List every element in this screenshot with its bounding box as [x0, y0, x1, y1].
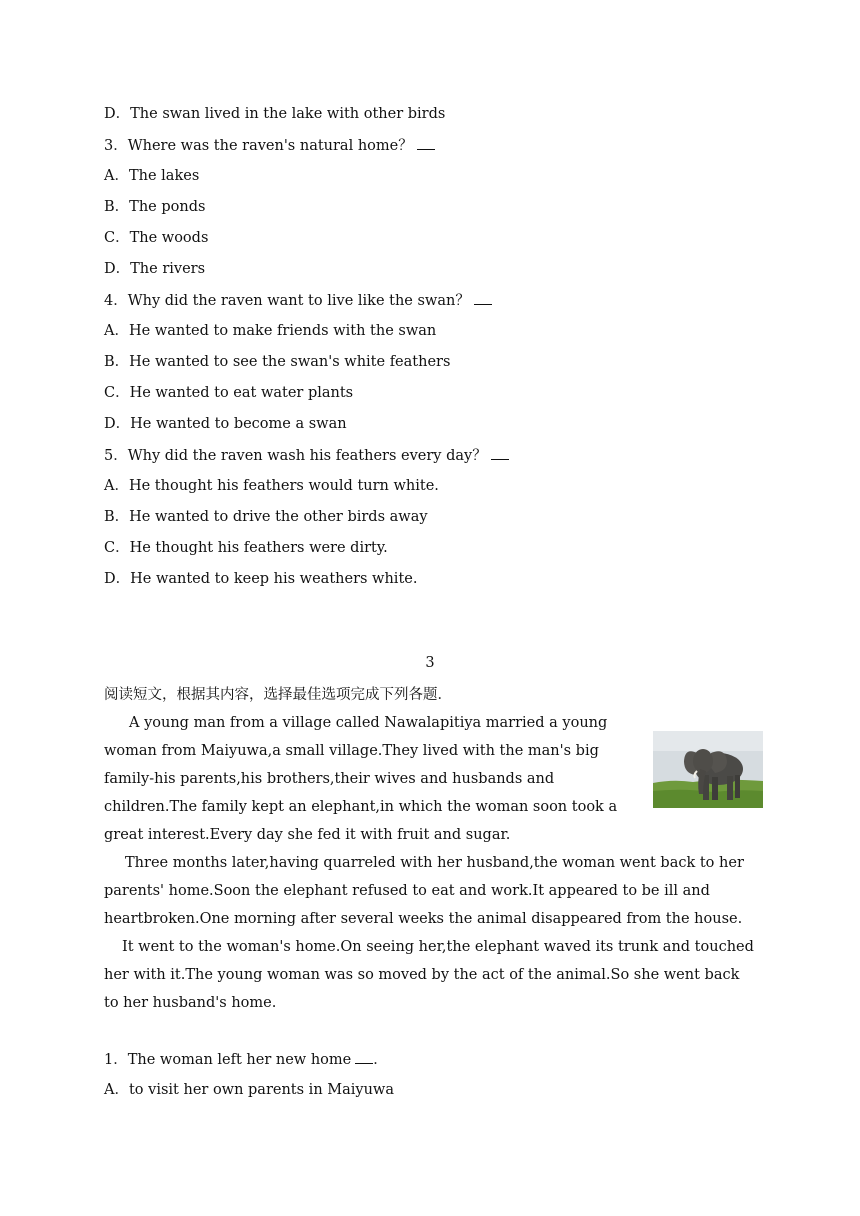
option-line: D．The rivers — [104, 261, 206, 277]
question-text: 5．Why did the raven wash his feathers every day？ — [104, 448, 487, 464]
question-line — [104, 135, 435, 156]
option-line: A．He wanted to make friends with the swan — [104, 323, 437, 339]
option-line: C．He thought his feathers were dirty. — [104, 540, 388, 556]
question-text: 3．Where was the raven's natural home？ — [104, 138, 413, 154]
question-line — [104, 1049, 388, 1070]
question-line — [104, 290, 492, 311]
question-text: 4．Why did the raven want to live like the swan？ — [104, 293, 470, 309]
answer-blank — [474, 290, 492, 305]
answer-blank — [417, 135, 435, 150]
passage-paragraph-1: A young man from a village called Nawalapitiya married a young woman from Maiyuwa,a small village.They lived with the man's big family-his parents,his brothers,their wives and husbands and children.The family kept an elephant,in which the woman soon took a great interest.Every day she fed it with fruit and sugar. — [104, 715, 618, 843]
option-line: A．He thought his feathers would turn white. — [104, 478, 439, 494]
question-line — [104, 445, 509, 466]
question-text-end: ． — [373, 1052, 388, 1068]
option-line: B．He wanted to drive the other birds away — [104, 509, 428, 525]
option-line: D．He wanted to keep his weathers white. — [104, 571, 418, 587]
question-text: 1．The woman left her new home — [104, 1052, 352, 1068]
option-line: A．The lakes — [104, 168, 200, 184]
answer-blank — [355, 1049, 373, 1064]
option-line: B．He wanted to see the swan's white feathers — [104, 354, 451, 370]
passage-paragraph-3: It went to the woman's home.On seeing her,the elephant waved its trunk and touched her with it.The young woman was so moved by the act of the animal.So she went back to her husband's home. — [104, 939, 754, 1011]
elephant-image — [653, 731, 763, 808]
section-number: 3 — [425, 655, 435, 671]
answer-blank — [491, 445, 509, 460]
option-line: C．The woods — [104, 230, 209, 246]
option-line: C．He wanted to eat water plants — [104, 385, 354, 401]
passage-paragraph-2: Three months later,having quarreled with her husband,the woman went back to her parents' home.Soon the elephant refused to eat and work.It appeared to be ill and heartbroken.One morning after several weeks the animal disappeared from the house. — [104, 855, 744, 927]
option-line: D．He wanted to become a swan — [104, 416, 347, 432]
option-line: A．to visit her own parents in Maiyuwa — [104, 1082, 394, 1098]
option-line: D．The swan lived in the lake with other birds — [104, 106, 446, 122]
option-line: B．The ponds — [104, 199, 206, 215]
section-instruction: 阅读短文，根据其内容，选择最佳选项完成下列各题． — [104, 687, 452, 703]
